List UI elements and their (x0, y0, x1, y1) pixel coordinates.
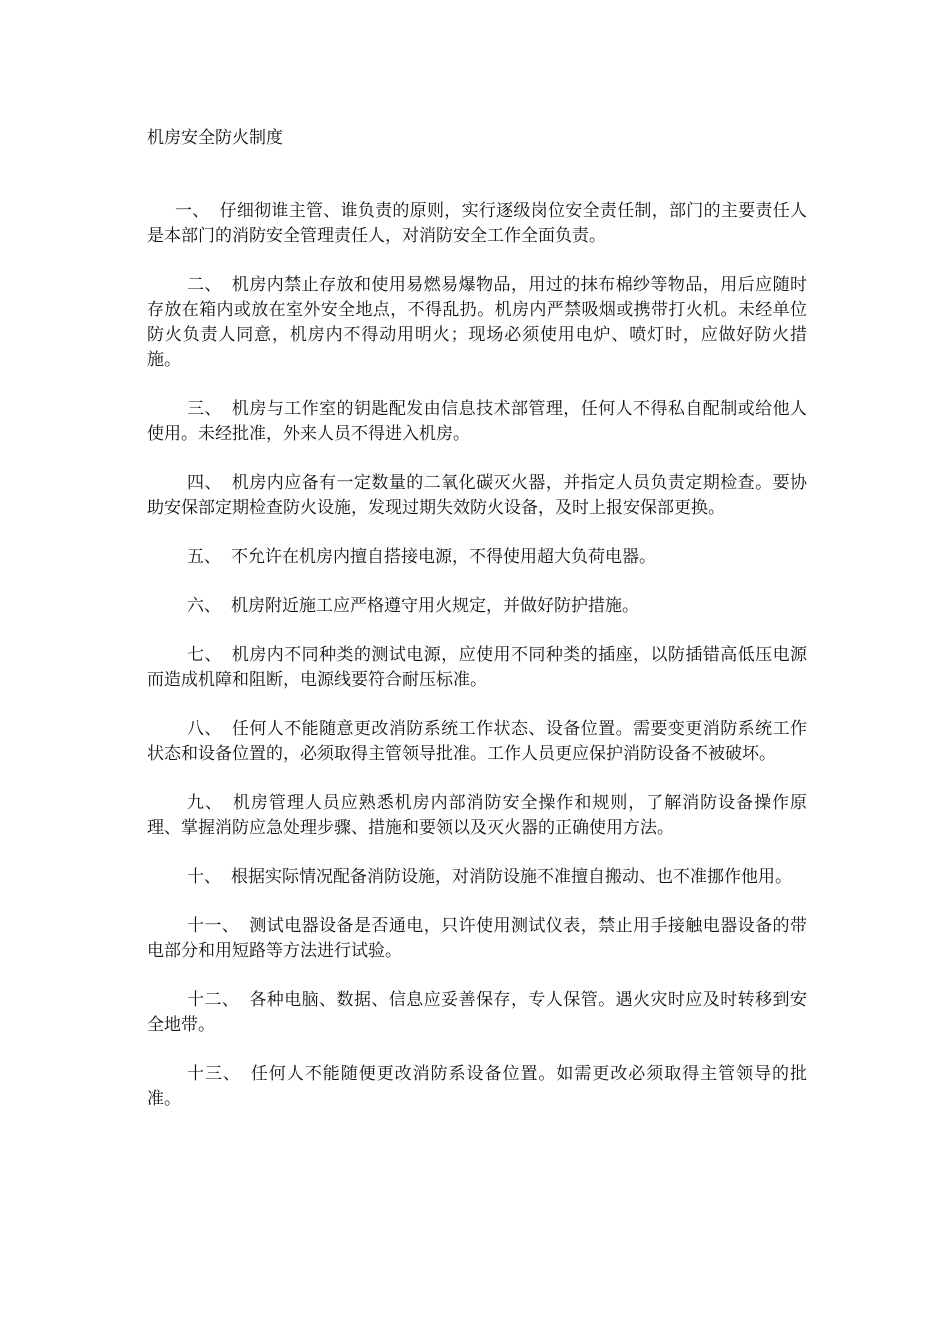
rule-text: 各种电脑、数据、信息应妥善保存，专人保管。遇火灾时应及时转移到安全地带。 (147, 990, 808, 1035)
rule-number: 七、 (187, 645, 222, 665)
rule-number: 五、 (187, 547, 221, 567)
rule-text: 机房内禁止存放和使用易燃易爆物品，用过的抹布棉纱等物品，用后应随时存放在箱内或放在室外安全地点，不得乱扔。机房内严禁吸烟或携带打火机。未经单位防火负责人同意，机房内不得动用明火；现场必须使用电炉、喷灯时，应做好防火措施。 (147, 275, 808, 370)
rule-number: 十一、 (187, 916, 240, 936)
rule-paragraph-10 (147, 865, 807, 890)
rule-text: 机房内应备有一定数量的二氧化碳灭火器，并指定人员负责定期检查。要协助安保部定期检查防火设施，发现过期失效防火设备，及时上报安保部更换。 (147, 473, 808, 518)
rule-number: 十二、 (187, 990, 240, 1010)
rule-text: 不允许在机房内擅自搭接电源，不得使用超大负荷电器。 (231, 547, 656, 567)
rule-text: 仔细彻谁主管、谁负责的原则，实行逐级岗位安全责任制，部门的主要责任人是本部门的消防安全管理责任人，对消防安全工作全面负责。 (147, 201, 808, 246)
rule-paragraph-4 (147, 471, 807, 521)
rule-number: 十三、 (187, 1064, 241, 1084)
rule-text: 根据实际情况配备消防设施，对消防设施不准擅自搬动、也不准挪作他用。 (231, 867, 792, 887)
rule-text: 机房内不同种类的测试电源，应使用不同种类的插座，以防插错高低压电源而造成机障和阻断，电源线要符合耐压标准。 (147, 645, 808, 690)
rule-number: 二、 (187, 275, 222, 295)
rule-number: 十、 (187, 867, 221, 887)
rule-paragraph-12 (147, 988, 807, 1038)
document-body (147, 199, 807, 1136)
rule-text: 机房与工作室的钥匙配发由信息技术部管理，任何人不得私自配制或给他人使用。未经批准，外来人员不得进入机房。 (147, 399, 808, 444)
rule-text: 机房附近施工应严格遵守用火规定，并做好防护措施。 (231, 596, 639, 616)
document-title: 机房安全防火制度 (147, 128, 283, 148)
rule-number: 八、 (187, 719, 222, 739)
rule-paragraph-1 (147, 199, 807, 249)
rule-paragraph-11 (147, 914, 807, 964)
rule-paragraph-9 (147, 791, 807, 841)
rule-paragraph-3 (147, 397, 807, 447)
rule-text: 任何人不能随意更改消防系统工作状态、设备位置。需要变更消防系统工作状态和设备位置的，必须取得主管领导批准。工作人员更应保护消防设备不被破坏。 (147, 719, 808, 764)
rule-paragraph-13 (147, 1062, 807, 1112)
rule-number: 四、 (187, 473, 222, 493)
rule-paragraph-7 (147, 643, 807, 693)
rule-number: 六、 (187, 596, 221, 616)
rule-paragraph-5 (147, 545, 807, 570)
rule-number: 三、 (187, 399, 222, 419)
rule-text: 任何人不能随便更改消防系设备位置。如需更改必须取得主管领导的批准。 (147, 1064, 808, 1109)
rule-number: 九、 (187, 793, 223, 813)
rule-paragraph-2 (147, 273, 807, 373)
rule-number: 一、 (175, 201, 210, 221)
rule-paragraph-8 (147, 717, 807, 767)
rule-text: 机房管理人员应熟悉机房内部消防安全操作和规则，了解消防设备操作原理、掌握消防应急处理步骤、措施和要领以及灭火器的正确使用方法。 (147, 793, 808, 838)
rule-text: 测试电器设备是否通电，只许使用测试仪表，禁止用手接触电器设备的带电部分和用短路等方法进行试验。 (147, 916, 808, 961)
rule-paragraph-6 (147, 594, 807, 619)
